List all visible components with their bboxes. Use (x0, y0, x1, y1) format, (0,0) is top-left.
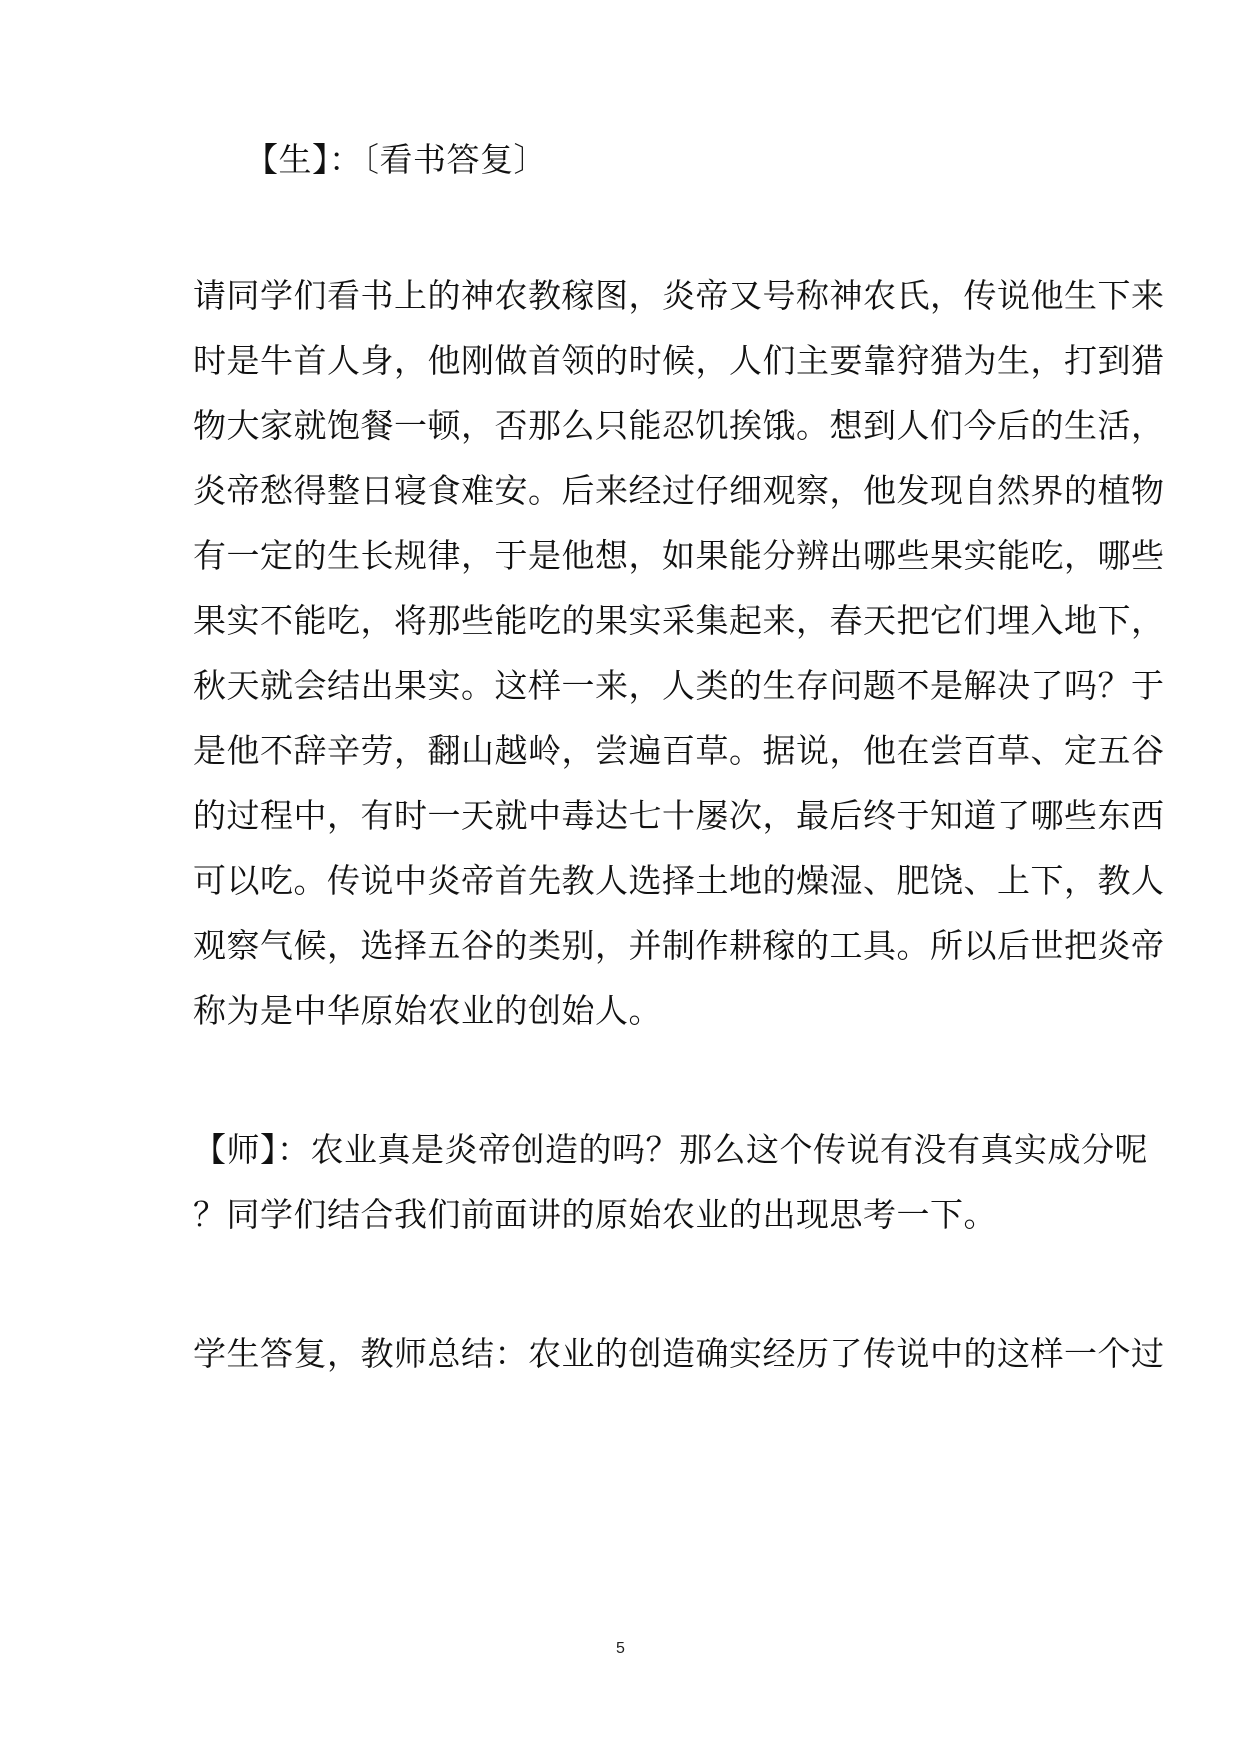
paragraph-line: 有一定的生长规律，于是他想，如果能分辨出哪些果实能吃，哪些 (193, 536, 1165, 575)
paragraph-line: 的过程中，有时一天就中毒达七十屡次，最后终于知道了哪些东西 (193, 796, 1165, 835)
teacher-question-line: ？同学们结合我们前面讲的原始农业的出现思考一下。 (193, 1195, 997, 1234)
paragraph-line: 物大家就饱餐一顿，否那么只能忍饥挨饿。想到人们今后的生活， (193, 406, 1165, 445)
summary-line: 学生答复，教师总结：农业的创造确实经历了传说中的这样一个过 (193, 1334, 1165, 1373)
paragraph-line: 观察气候，选择五谷的类别，并制作耕稼的工具。所以后世把炎帝 (193, 926, 1165, 965)
paragraph-line: 称为是中华原始农业的创始人。 (193, 991, 662, 1030)
paragraph-line: 炎帝愁得整日寝食难安。后来经过仔细观察，他发现自然界的植物 (193, 471, 1165, 510)
paragraph-line: 果实不能吃，将那些能吃的果实采集起来，春天把它们埋入地下， (193, 601, 1165, 640)
paragraph-line: 请同学们看书上的神农教稼图，炎帝又号称神农氏，传说他生下来 (193, 276, 1165, 315)
paragraph-line: 是他不辞辛劳，翻山越岭，尝遍百草。据说，他在尝百草、定五谷 (193, 731, 1165, 770)
paragraph-line: 时是牛首人身，他刚做首领的时候，人们主要靠狩猎为生，打到猎 (193, 341, 1165, 380)
page-number: 5 (616, 1640, 625, 1657)
paragraph-line: 可以吃。传说中炎帝首先教人选择土地的燥湿、肥饶、上下，教人 (193, 861, 1165, 900)
teacher-question-line: 【师】：农业真是炎帝创造的吗？那么这个传说有没有真实成分呢 (193, 1130, 1148, 1169)
paragraph-line: 秋天就会结出果实。这样一来，人类的生存问题不是解决了吗？于 (193, 666, 1165, 705)
student-reply-line: 【生】：〔看书答复〕 (245, 140, 547, 179)
